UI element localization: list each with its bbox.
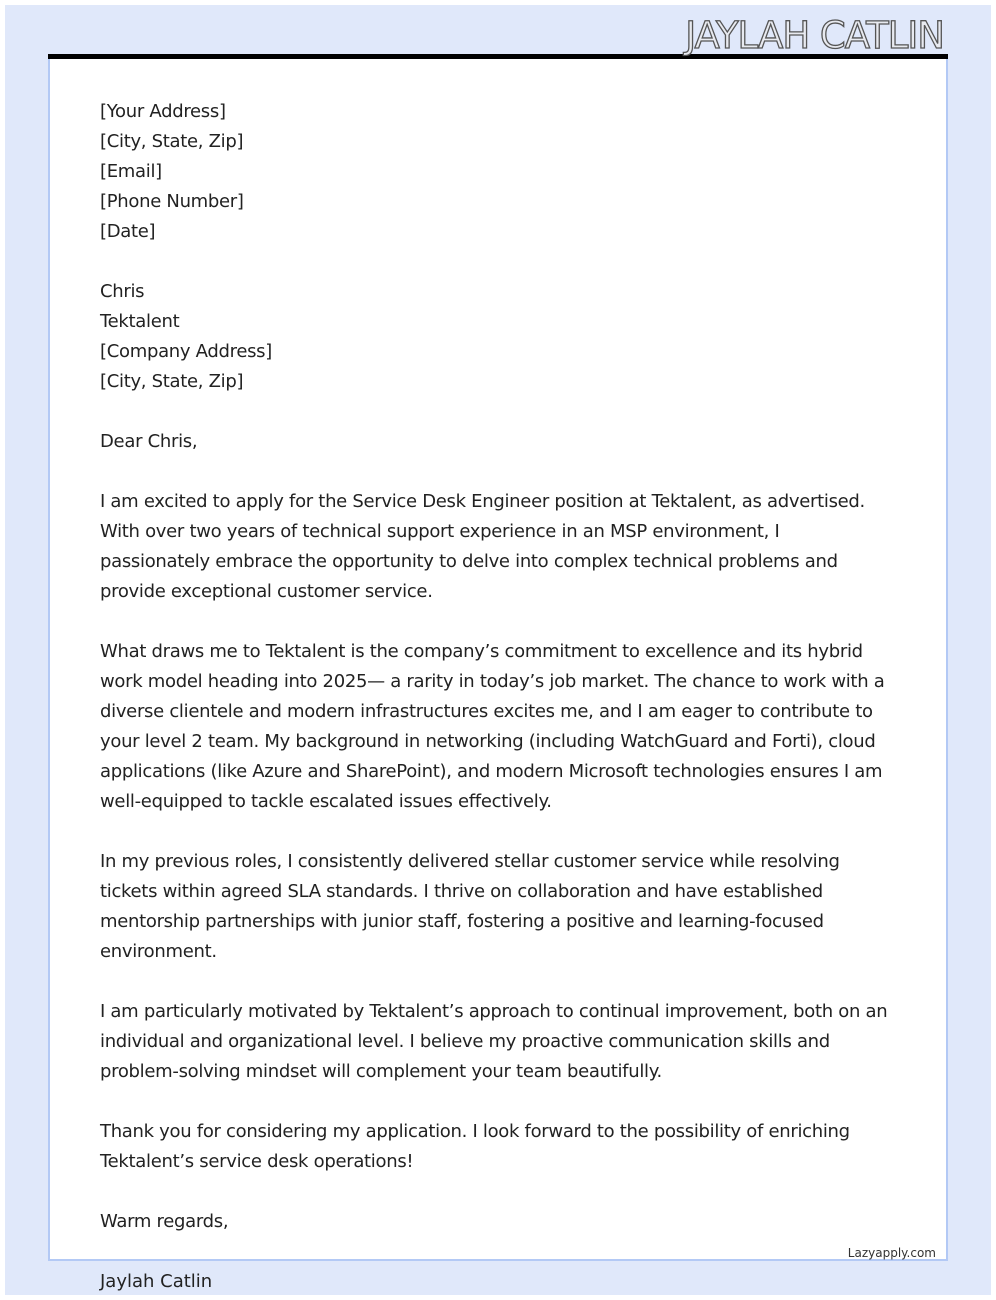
paragraph bbox=[100, 637, 887, 817]
paragraph-line: well-equipped to tackle escalated issues effectively. bbox=[100, 791, 552, 812]
paragraph-line: I am particularly motivated by Tektalent’s approach to continual improvement, both on an bbox=[100, 1001, 888, 1022]
paragraph-line: applications (like Azure and SharePoint), and modern Microsoft technologies ensures I am bbox=[100, 761, 883, 782]
paragraph-line: Thank you for considering my application. I look forward to the possibility of enriching bbox=[100, 1121, 850, 1142]
paragraph-line: I am excited to apply for the Service Desk Engineer position at Tektalent, as advertised. bbox=[100, 491, 865, 512]
paragraph bbox=[100, 487, 887, 607]
signature: Jaylah Catlin bbox=[100, 1271, 213, 1292]
paragraph bbox=[100, 997, 887, 1087]
paragraph-line: With over two years of technical support experience in an MSP environment, I bbox=[100, 521, 780, 542]
recipient-name: Chris bbox=[100, 281, 145, 302]
paragraph bbox=[100, 1117, 887, 1177]
body-paragraphs bbox=[100, 487, 887, 1207]
paragraph bbox=[100, 847, 887, 967]
paragraph-line: individual and organizational level. I believe my proactive communication skills and bbox=[100, 1031, 830, 1052]
sender-phone: [Phone Number] bbox=[100, 191, 244, 212]
applicant-name-heading: JAYLAH CATLIN bbox=[685, 14, 944, 57]
paragraph-line: problem-solving mindset will complement your team beautifully. bbox=[100, 1061, 662, 1082]
letter-date: [Date] bbox=[100, 221, 156, 242]
paragraph-line: Tektalent’s service desk operations! bbox=[100, 1151, 414, 1172]
recipient-company: Tektalent bbox=[100, 311, 180, 332]
sender-city: [City, State, Zip] bbox=[100, 131, 244, 152]
sender-block bbox=[100, 97, 887, 247]
closing: Warm regards, bbox=[100, 1211, 229, 1232]
paragraph-line: environment. bbox=[100, 941, 217, 962]
sender-address: [Your Address] bbox=[100, 101, 226, 122]
recipient-block bbox=[100, 277, 887, 397]
paragraph-line: work model heading into 2025— a rarity in today’s job market. The chance to work with a bbox=[100, 671, 885, 692]
paragraph-line: diverse clientele and modern infrastructures excites me, and I am eager to contribute to bbox=[100, 701, 873, 722]
paragraph-line: mentorship partnerships with junior staff, fostering a positive and learning-focused bbox=[100, 911, 824, 932]
paragraph-line: your level 2 team. My background in networking (including WatchGuard and Forti), cloud bbox=[100, 731, 876, 752]
paragraph-line: provide exceptional customer service. bbox=[100, 581, 433, 602]
paragraph-line: In my previous roles, I consistently delivered stellar customer service while resolving bbox=[100, 851, 840, 872]
recipient-address: [Company Address] bbox=[100, 341, 272, 362]
recipient-city: [City, State, Zip] bbox=[100, 371, 244, 392]
paragraph-line: passionately embrace the opportunity to delve into complex technical problems and bbox=[100, 551, 838, 572]
salutation: Dear Chris, bbox=[100, 431, 198, 452]
paragraph-line: tickets within agreed SLA standards. I thrive on collaboration and have established bbox=[100, 881, 823, 902]
footer-watermark: Lazyapply.com bbox=[847, 1246, 936, 1260]
letter-body bbox=[100, 97, 887, 1237]
sender-email: [Email] bbox=[100, 161, 162, 182]
paragraph-line: What draws me to Tektalent is the company’s commitment to excellence and its hybrid bbox=[100, 641, 863, 662]
